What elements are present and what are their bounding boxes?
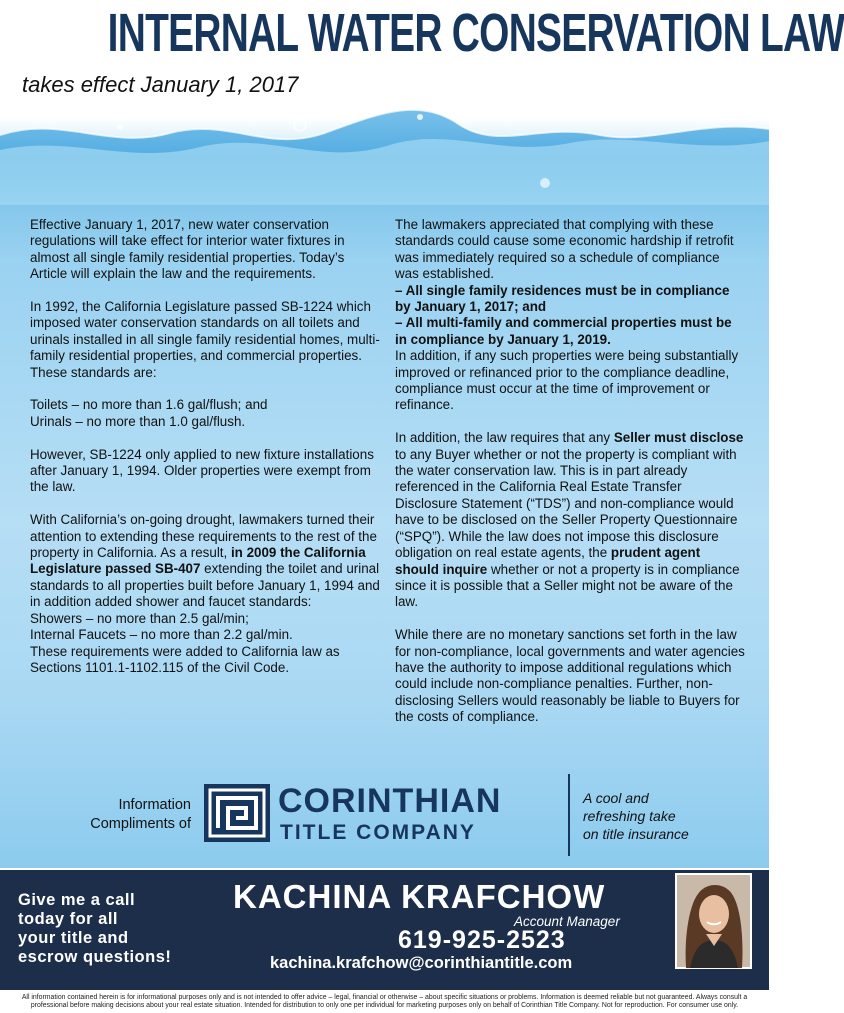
paragraph-disclosure xyxy=(395,430,745,610)
agent-role: Account Manager xyxy=(514,914,620,929)
shower-standard: Showers – no more than 2.5 gal/min; xyxy=(30,610,249,626)
text-span: extending the toilet and urinal standards to all properties built before January 1, 1994 and in addition added shower and faucet standards: xyxy=(30,561,380,610)
brand-subtitle: TITLE COMPANY xyxy=(280,821,476,844)
tagline-line-2: refreshing take xyxy=(583,808,676,824)
text-span: The lawmakers appreciated that complying with these standards could cause some economic hardship if retrofit was immediately required so a schedule of compliance was established. xyxy=(395,217,734,282)
water-wave-graphic xyxy=(0,95,769,205)
urinal-standard: Urinals – no more than 1.0 gal/flush. xyxy=(30,413,246,429)
text-span: to any Buyer whether or not the property is compliant with the water conservation law. This is in part already referenced in the California Real Estate Transfer Disclosure Statement (“TDS”) and non-compliance would have to be disclosed on the Seller Property Questionnaire (“SPQ”). While the law does not impose this disclosure obligation on real estate agents, the xyxy=(395,446,738,561)
refinance-note: In addition, if any such properties were being substantially improved or refinanced prior to the compliance deadline, compliance must occur at the time of improvement or refinance. xyxy=(395,348,739,413)
sponsor-divider xyxy=(568,774,570,856)
paragraph-compliance xyxy=(395,217,745,414)
text-span: whether or not a property is in compliance since it is possible that a Seller might not be aware of the law. xyxy=(395,561,740,610)
article-right-column xyxy=(395,217,745,726)
civil-code-note: These requirements were added to California law as Sections 1101.1-1102.115 of the Civil Code. xyxy=(30,643,340,675)
paragraph-sanctions: While there are no monetary sanctions set forth in the law for non-compliance, local governments and water agencies have the authority to impose additional regulations which could include non-compliance penalties. Further, non-disclosing Sellers would reasonably be liable to Buyers for the costs of compliance. xyxy=(395,627,745,725)
corinthian-logo-icon xyxy=(204,784,270,842)
page-subtitle: takes effect January 1, 2017 xyxy=(22,72,299,97)
article-left-column xyxy=(30,217,380,693)
bold-seller-disclose: Seller must disclose xyxy=(613,430,744,446)
tagline-line-1: A cool and xyxy=(583,790,649,806)
paragraph-sb1224: In 1992, the California Legislature passed SB-1224 which imposed water conservation standards on all toilets and urinals installed in all single family residential homes, multi-family residential properties, and commercial properties. These standards are: xyxy=(30,299,380,380)
page-title: INTERNAL WATER CONSERVATION LAW xyxy=(107,3,844,63)
paragraph-sb407 xyxy=(30,512,380,676)
paragraph-exemption: However, SB-1224 only applied to new fixture installations after January 1, 1994. Older properties were exempt from the law. xyxy=(30,446,374,495)
agent-headshot-photo xyxy=(676,874,751,968)
paragraph-intro: Effective January 1, 2017, new water conservation regulations will take effect for interior water fixtures in almost all single family residential properties. Today’s Article will explain the law and the requirements. xyxy=(30,217,345,282)
faucet-standard: Internal Faucets – no more than 2.2 gal/min. xyxy=(30,627,293,643)
bold-prudent-agent: prudent agent should inquire xyxy=(395,545,701,577)
paragraph-standards xyxy=(30,397,380,430)
deadline-multi-family: – All multi-family and commercial properties must be in compliance by January 1, 2019. xyxy=(395,315,732,347)
agent-phone[interactable]: 619-925-2523 xyxy=(398,926,566,954)
call-line-1: Give me a call xyxy=(18,891,136,909)
info-label: Information xyxy=(118,797,191,813)
agent-email[interactable]: kachina.krafchow@corinthiantitle.com xyxy=(270,954,573,972)
bold-sb407: in 2009 the California Legislature passed SB-407 xyxy=(30,545,366,577)
call-line-3: your title and xyxy=(18,929,129,947)
text-span: With California’s on-going drought, lawmakers turned their attention to extending these requirements to the rest of the property in California. As a result, xyxy=(30,512,377,561)
tagline-line-3: on title insurance xyxy=(583,826,689,842)
compliments-label: Compliments of xyxy=(90,816,191,832)
deadline-single-family: – All single family residences must be in compliance by January 1, 2017; and xyxy=(395,282,730,315)
text-span: In addition, the law requires that any xyxy=(395,430,614,446)
call-line-4: escrow questions! xyxy=(18,948,172,966)
brand-name: CORINTHIAN xyxy=(278,782,502,820)
call-line-2: today for all xyxy=(18,910,119,928)
toilet-standard: Toilets – no more than 1.6 gal/flush; and xyxy=(30,397,268,413)
legal-disclaimer: All information contained herein is for informational purposes only and is not intended to offer advice – legal, financial or otherwise – about specific situations or problems. Information is deemed reliable but not guaranteed. Always consult a professional before making decisions about your real estate situation. Intended for distribution to only one per individual for marketing purposes only on behalf of Corinthian Title Company. Not for reproduction. For consumer use only. xyxy=(21,994,748,1010)
agent-name: KACHINA KRAFCHOW xyxy=(233,878,606,915)
